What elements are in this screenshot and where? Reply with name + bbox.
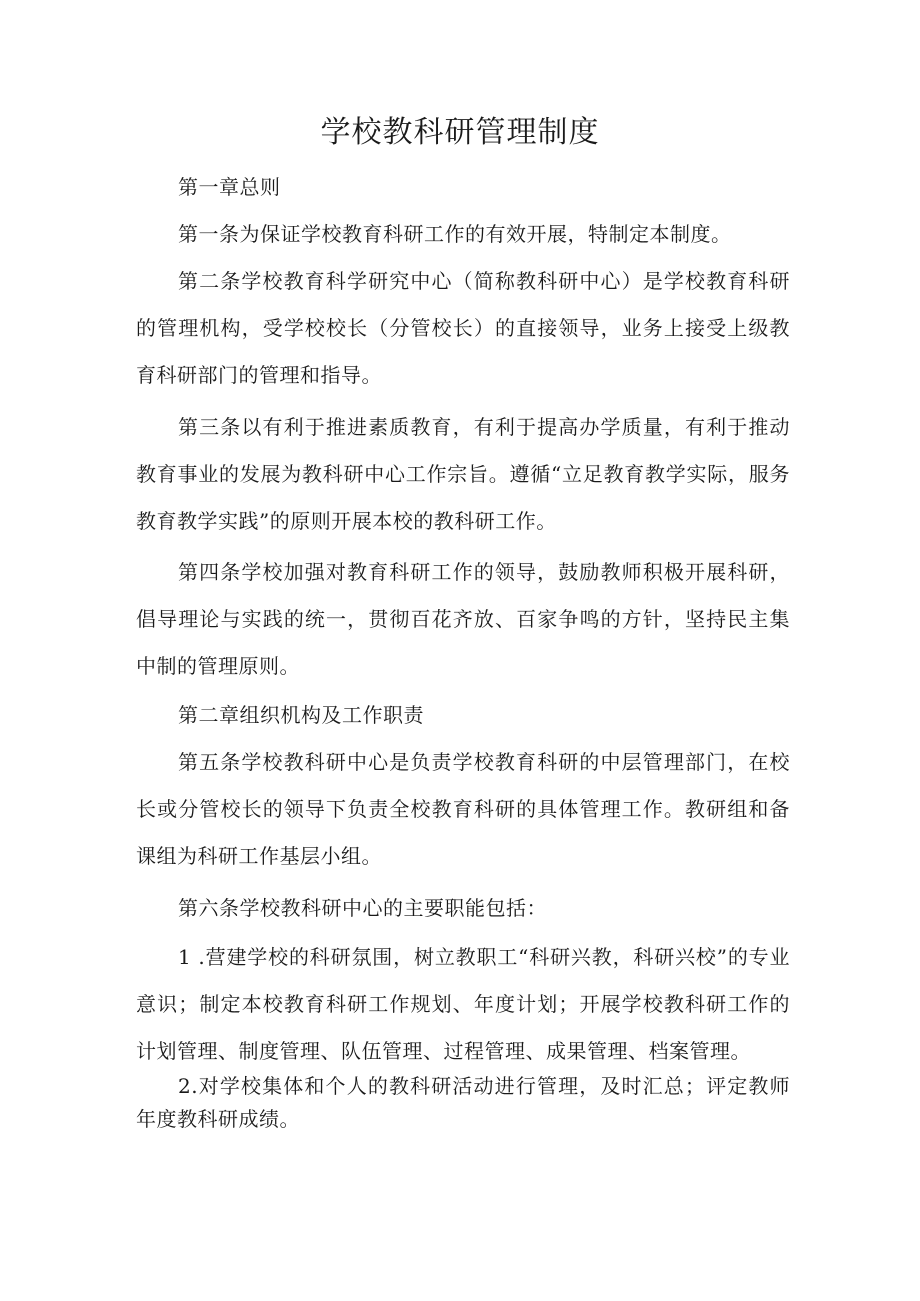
- document-title: 学校教科研管理制度: [320, 115, 600, 150]
- chapter-heading: 第二章组织机构及工作职责: [178, 703, 424, 727]
- article-paragraph: 第二条学校教育科学研究中心（简称教科研中心）是学校教育科研的管理机构，受学校校长（分管校长）的直接领导，业务上接受上级教育科研部门的管理和指导。: [136, 269, 790, 387]
- chapter-heading: 第一章总则: [178, 175, 281, 199]
- article-paragraph: 第一条为保证学校教育科研工作的有效开展，特制定本制度。: [178, 222, 732, 246]
- article-paragraph: 第六条学校教科研中心的主要职能包括：: [178, 896, 547, 920]
- article-paragraph: 第五条学校教科研中心是负责学校教育科研的中层管理部门，在校长或分管校长的领导下负责全校教育科研的具体管理工作。教研组和备课组为科研工作基层小组。: [136, 750, 790, 868]
- article-paragraph: 第四条学校加强对教育科研工作的领导，鼓励教师积极开展科研，倡导理论与实践的统一，贯彻百花齐放、百家争鸣的方针，坚持民主集中制的管理原则。: [136, 560, 790, 678]
- list-item: 1 .营建学校的科研氛围，树立教职工“科研兴教，科研兴校”的专业意识；制定本校教育科研工作规划、年度计划；开展学校教科研工作的计划管理、制度管理、队伍管理、过程管理、成果管理、档案管理。: [136, 945, 790, 1063]
- article-paragraph: 第三条以有利于推进素质教育，有利于提高办学质量，有利于推动教育事业的发展为教科研中心工作宗旨。遵循“立足教育教学实际，服务教育教学实践”的原则开展本校的教科研工作。: [136, 415, 790, 533]
- list-item: 2.对学校集体和个人的教科研活动进行管理，及时汇总；评定教师年度教科研成绩。: [136, 1074, 790, 1131]
